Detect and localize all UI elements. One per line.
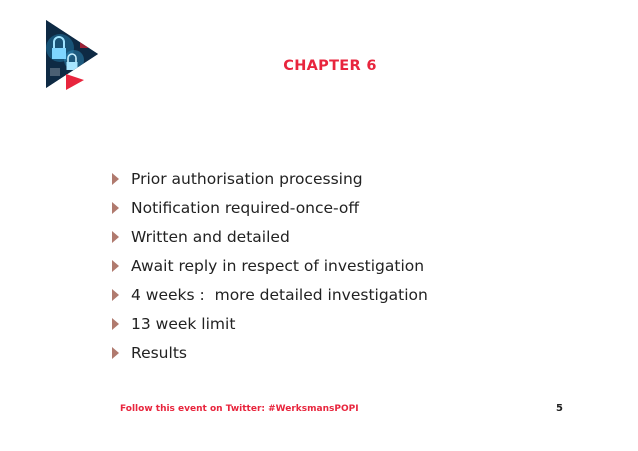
triangle-bullet-icon — [112, 231, 119, 243]
bullet-text: Prior authorisation processing — [131, 170, 363, 188]
page-number: 5 — [556, 403, 563, 414]
bullet-text: Await reply in respect of investigation — [131, 257, 425, 275]
bullet-text: 4 weeks : more detailed investigation — [131, 286, 428, 304]
triangle-bullet-icon — [112, 202, 119, 214]
bullet-text: Written and detailed — [131, 228, 290, 246]
bullet-text: Results — [131, 344, 187, 362]
bullet-item — [110, 168, 428, 197]
bullet-item — [110, 226, 428, 255]
triangle-bullet-icon — [112, 318, 119, 330]
triangle-bullet-icon — [112, 347, 119, 359]
bullet-list — [110, 168, 428, 371]
bullet-item — [110, 284, 428, 313]
slide-title: CHAPTER 6 — [283, 58, 377, 74]
triangle-bullet-icon — [112, 260, 119, 272]
triangle-bullet-icon — [112, 173, 119, 185]
bullet-item — [110, 255, 428, 284]
bullet-text: 13 week limit — [131, 315, 236, 333]
bullet-item — [110, 342, 428, 371]
footer-twitter-text: Follow this event on Twitter: #WerksmansPOPI — [120, 404, 359, 414]
bullet-item — [110, 197, 428, 226]
padlock-triangle-logo-icon — [44, 18, 100, 92]
bullet-text: Notification required-once-off — [131, 199, 360, 217]
bullet-item — [110, 313, 428, 342]
triangle-bullet-icon — [112, 289, 119, 301]
